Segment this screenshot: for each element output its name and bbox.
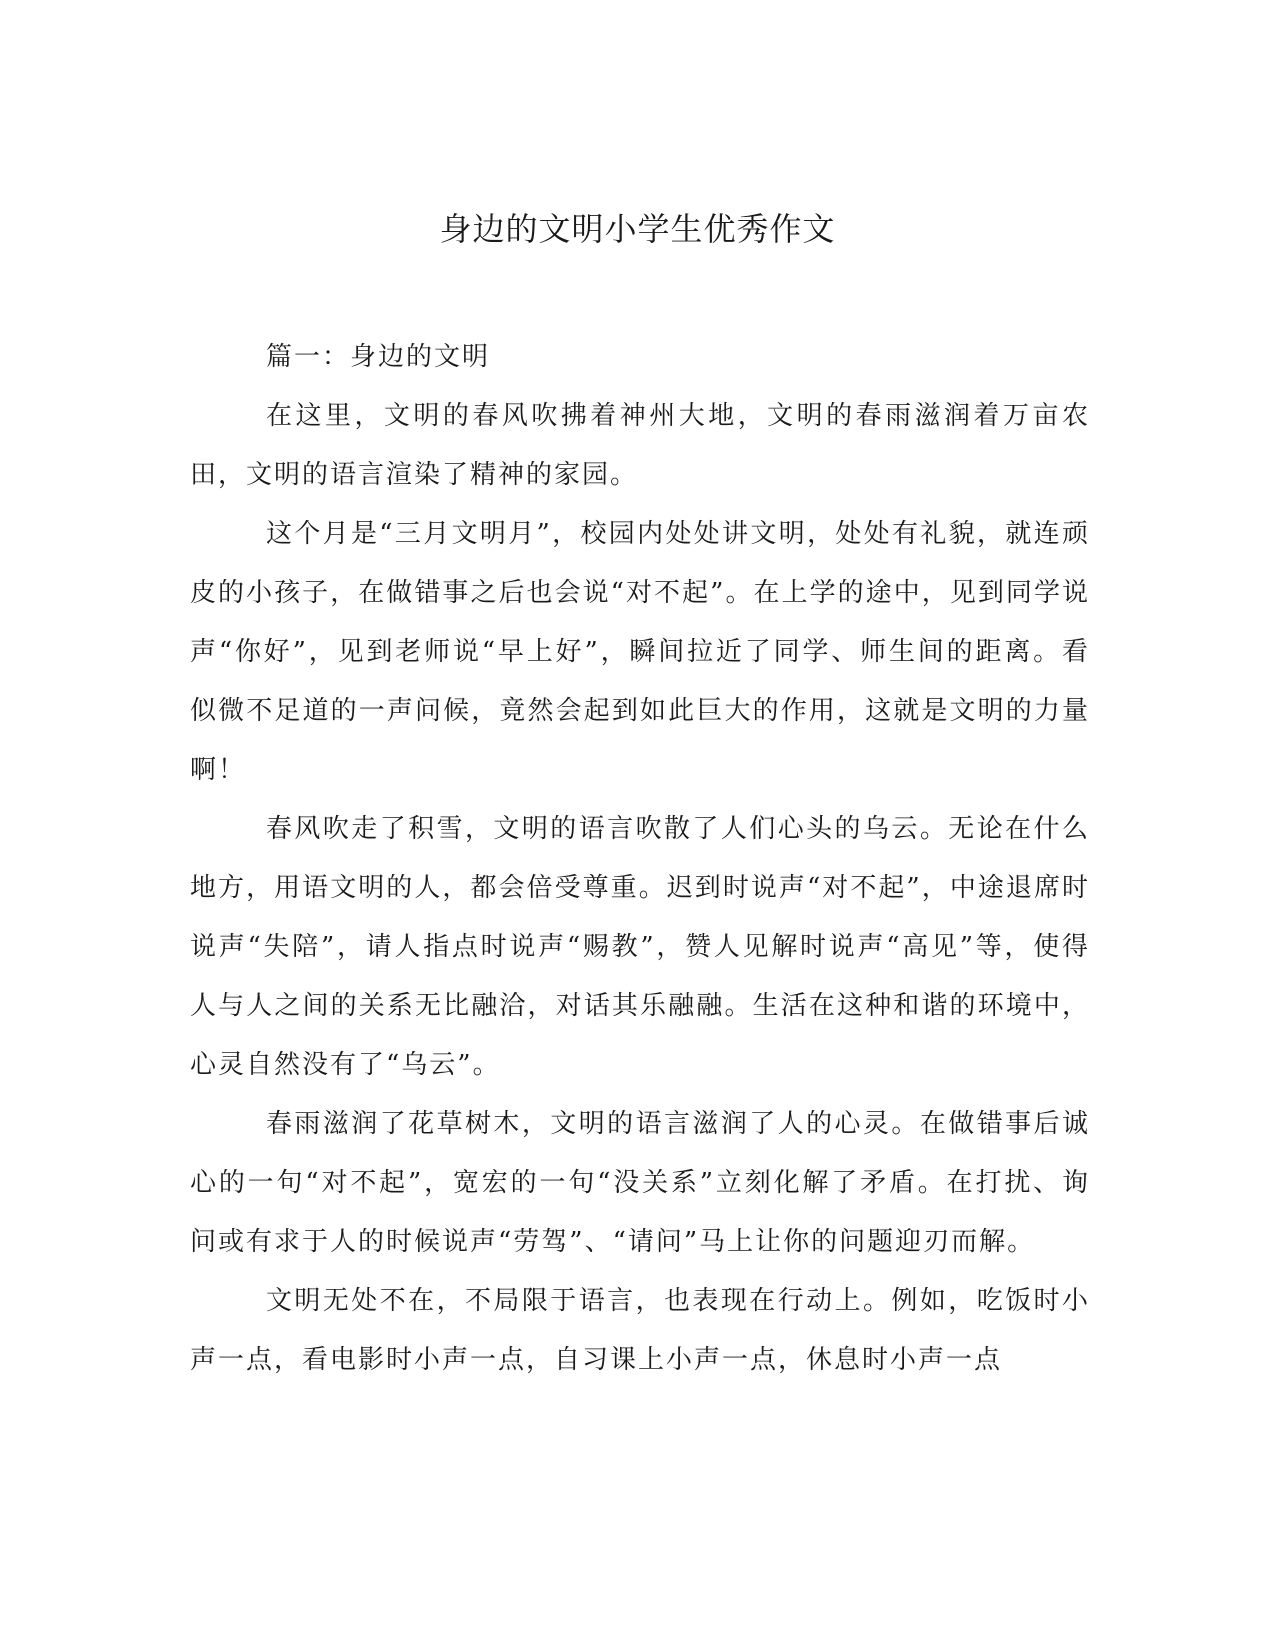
paragraph-5: 文明无处不在，不局限于语言，也表现在行动上。例如，吃饭时小声一点，看电影时小声一点，自习课上小声一点，休息时小声一点 [190,1286,1090,1375]
paragraph-4: 春雨滋润了花草树木，文明的语言滋润了人的心灵。在做错事后诚心的一句“对不起”，宽宏的一句“没关系”立刻化解了矛盾。在打扰、询问或有求于人的时候说声“劳驾”、“请问”马上让你的问题迎刃而解。 [190,1109,1090,1257]
document-title: 身边的文明小学生优秀作文 [439,210,836,248]
paragraph-3: 春风吹走了积雪，文明的语言吹散了人们心头的乌云。无论在什么地方，用语文明的人，都会倍受尊重。迟到时说声“对不起”，中途退席时说声“失陪”，请人指点时说声“赐教”，赞人见解时说声“高见”等，使得人与人之间的关系无比融洽，对话其乐融融。生活在这种和谐的环境中，心灵自然没有了“乌云”。 [190,814,1090,1080]
paragraph-1: 在这里，文明的春风吹拂着神州大地，文明的春雨滋润着万亩农田，文明的语言渲染了精神的家园。 [190,401,1090,490]
section-heading: 篇一：身边的文明 [266,342,491,372]
paragraph-2: 这个月是“三月文明月”，校园内处处讲文明，处处有礼貌，就连顽皮的小孩子，在做错事之后也会说“对不起”。在上学的途中，见到同学说声“你好”，见到老师说“早上好”，瞬间拉近了同学、师生间的距离。看似微不足道的一声问候，竟然会起到如此巨大的作用，这就是文明的力量啊！ [190,519,1090,785]
document-body [190,328,1090,1390]
